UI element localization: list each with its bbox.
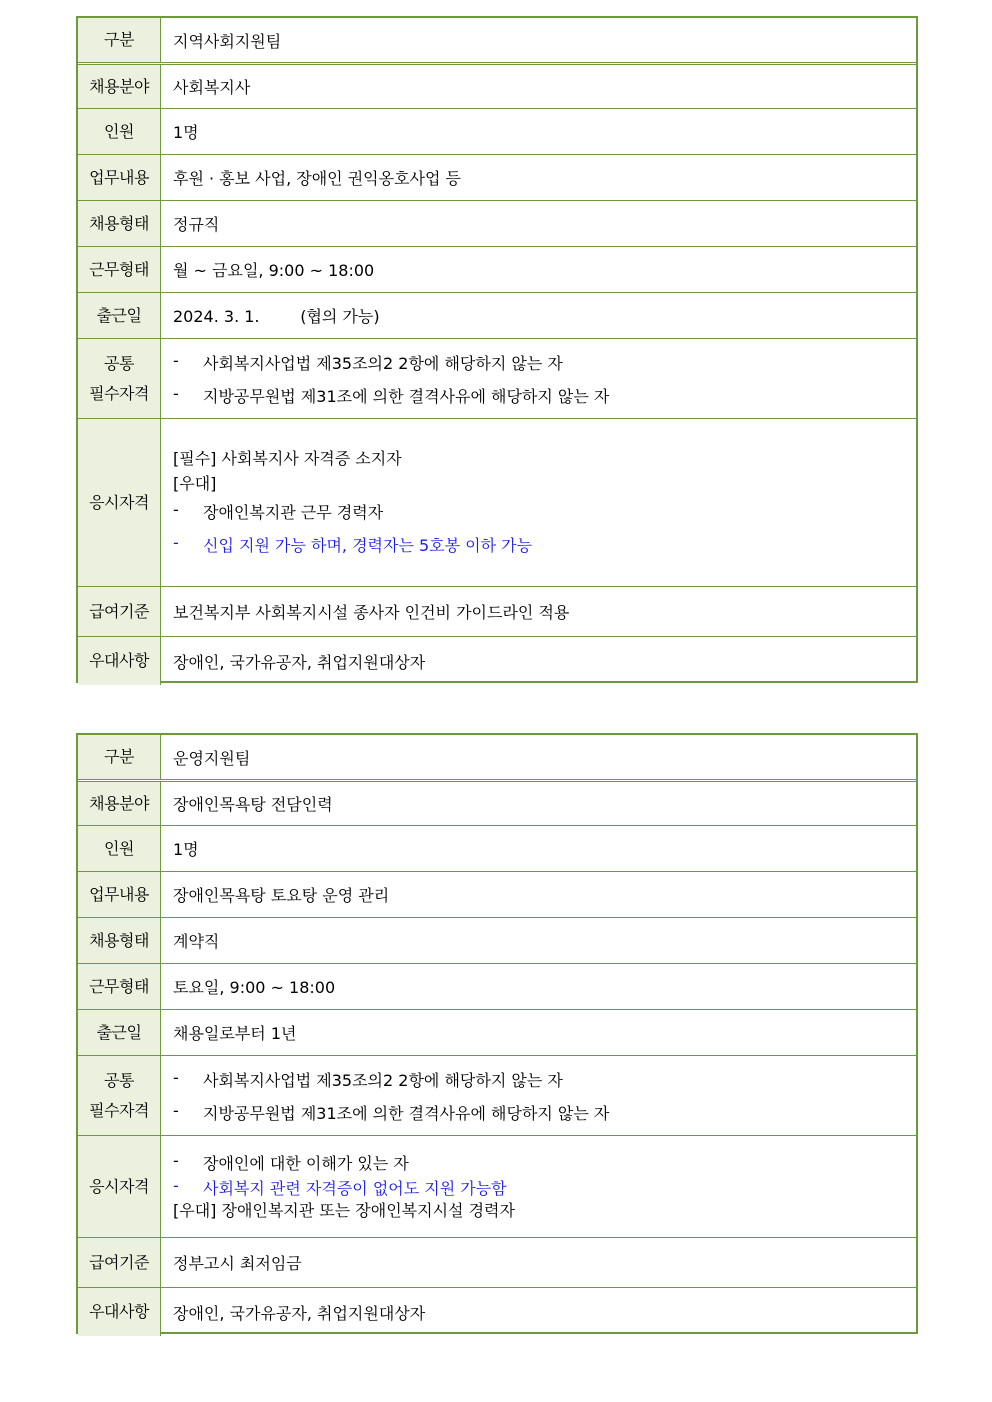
table-row — [78, 338, 916, 418]
field-value: 장애인목욕탕 전담인력 — [173, 795, 333, 814]
recruitment-table-1 — [76, 16, 918, 683]
row-label-line: 공통 — [104, 1070, 134, 1090]
row-label-line: 필수자격 — [89, 383, 149, 403]
row-label: 채용형태 — [78, 918, 161, 963]
table-row — [78, 825, 916, 871]
salary-value: 보건복지부 사회복지시설 종사자 인건비 가이드라인 적용 — [173, 603, 570, 622]
team-name: 지역사회지원팀 — [173, 31, 282, 51]
table-row — [78, 418, 916, 586]
table-row — [78, 586, 916, 636]
row-label: 우대사항 — [78, 1288, 161, 1336]
list-item: - 지방공무원법 제31조에 의한 결격사유에 해당하지 않는 자 — [173, 1100, 610, 1123]
row-label: 인원 — [78, 826, 161, 871]
row-label: 근무형태 — [78, 964, 161, 1009]
row-label: 채용분야 — [78, 782, 161, 825]
preference-value: 장애인, 국가유공자, 취업지원대상자 — [173, 652, 426, 672]
work-schedule-value: 토요일, 9:00 ~ 18:00 — [173, 978, 336, 997]
headcount-value: 1명 — [173, 123, 199, 142]
row-label: 업무내용 — [78, 155, 161, 200]
preferred-qualification: [우대] 장애인복지관 또는 장애인복지시설 경력자 — [173, 1201, 515, 1221]
row-label: 우대사항 — [78, 637, 161, 685]
row-label-line: 공통 — [104, 353, 134, 373]
employment-type-value: 계약직 — [173, 932, 220, 951]
table-row — [78, 292, 916, 338]
required-qualification: [필수] 사회복지사 자격증 소지자 — [173, 448, 402, 468]
row-label: 인원 — [78, 109, 161, 154]
list-item: - 장애인에 대한 이해가 있는 자 — [173, 1151, 409, 1174]
row-label: 출근일 — [78, 1010, 161, 1055]
team-name: 운영지원팀 — [173, 748, 251, 768]
headcount-value: 1명 — [173, 840, 199, 859]
table-row — [78, 636, 916, 685]
table-row — [78, 62, 916, 108]
list-item: - 지방공무원법 제31조에 의한 결격사유에 해당하지 않는 자 — [173, 383, 610, 406]
list-item: - 사회복지사업법 제35조의2 2항에 해당하지 않는 자 — [173, 1067, 563, 1090]
list-item: - 장애인복지관 근무 경력자 — [173, 500, 384, 523]
list-item: - 신입 지원 가능 하며, 경력자는 5호봉 이하 가능 — [173, 533, 533, 556]
row-label: 응시자격 — [78, 419, 161, 586]
recruitment-table-2 — [76, 733, 918, 1334]
row-label: 채용형태 — [78, 201, 161, 246]
duties-value: 후원 · 홍보 사업, 장애인 권익옹호사업 등 — [173, 169, 461, 188]
row-label: 구분 — [78, 735, 161, 779]
table-row — [78, 917, 916, 963]
table-row — [78, 18, 916, 62]
row-label: 급여기준 — [78, 587, 161, 636]
row-label: 채용분야 — [78, 65, 161, 108]
start-date-value: 2024. 3. 1. (협의 가능) — [173, 307, 380, 326]
table-row — [78, 1135, 916, 1237]
table-row — [78, 246, 916, 292]
row-label: 구분 — [78, 18, 161, 62]
table-row — [78, 108, 916, 154]
employment-type-value: 정규직 — [173, 215, 220, 234]
row-label: 출근일 — [78, 293, 161, 338]
list-item: - 사회복지사업법 제35조의2 2항에 해당하지 않는 자 — [173, 350, 563, 373]
row-label: 근무형태 — [78, 247, 161, 292]
table-row — [78, 1055, 916, 1135]
row-label-line: 필수자격 — [89, 1100, 149, 1120]
table-row — [78, 1287, 916, 1336]
preference-value: 장애인, 국가유공자, 취업지원대상자 — [173, 1303, 426, 1323]
work-schedule-value: 월 ~ 금요일, 9:00 ~ 18:00 — [173, 261, 375, 280]
table-row — [78, 200, 916, 246]
row-label: 응시자격 — [78, 1136, 161, 1237]
salary-value: 정부고시 최저임금 — [173, 1254, 302, 1273]
table-row — [78, 871, 916, 917]
row-label: 급여기준 — [78, 1238, 161, 1287]
row-label: 업무내용 — [78, 872, 161, 917]
table-row — [78, 154, 916, 200]
list-item: - 사회복지 관련 자격증이 없어도 지원 가능함 — [173, 1176, 507, 1199]
table-row — [78, 779, 916, 825]
preferred-label: [우대] — [173, 473, 217, 493]
start-date-value: 채용일로부터 1년 — [173, 1024, 297, 1043]
table-row — [78, 1237, 916, 1287]
field-value: 사회복지사 — [173, 78, 251, 97]
row-label — [78, 1056, 161, 1135]
table-row — [78, 1009, 916, 1055]
duties-value: 장애인목욕탕 토요탕 운영 관리 — [173, 886, 390, 905]
row-label — [78, 339, 161, 418]
table-row — [78, 735, 916, 779]
table-row — [78, 963, 916, 1009]
